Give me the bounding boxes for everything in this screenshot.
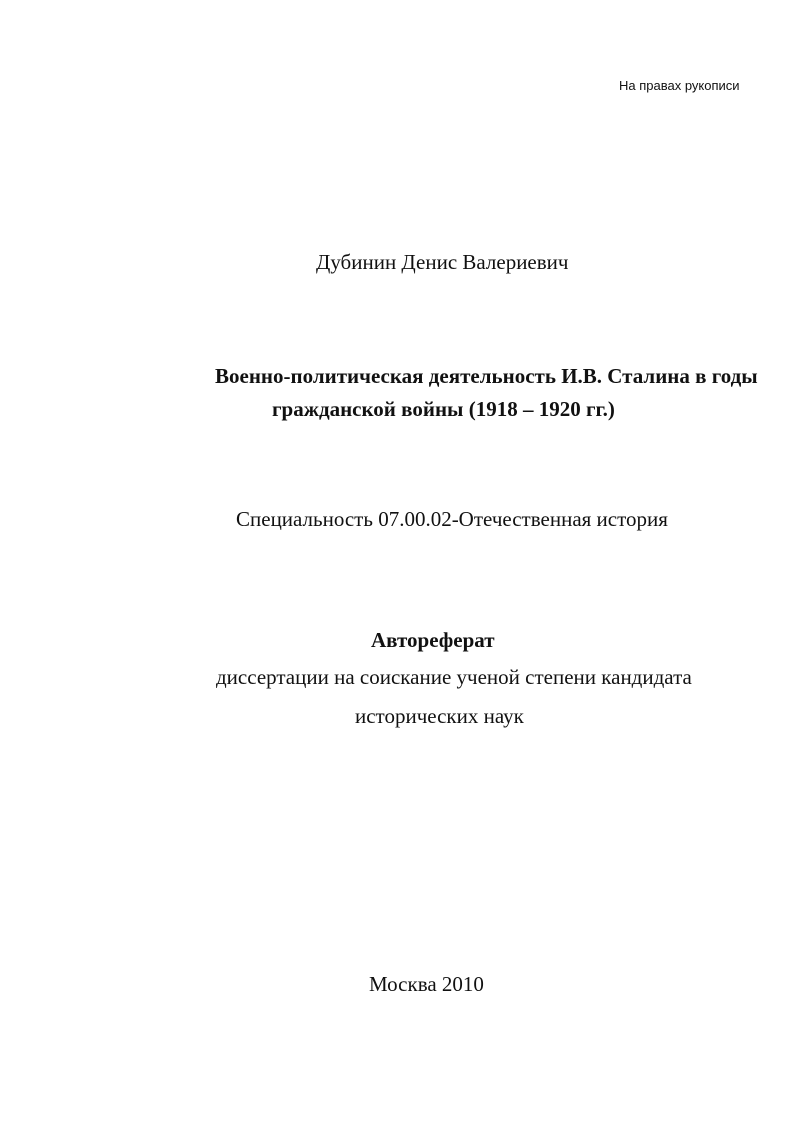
title-line-1: Военно-политическая деятельность И.В. Сталина в годы (215, 364, 758, 388)
rights-note: На правах рукописи (619, 78, 740, 93)
place-year: Москва 2010 (369, 972, 484, 996)
author-name: Дубинин Денис Валериевич (316, 250, 569, 274)
abstract-line-1: диссертации на соискание ученой степени кандидата (216, 665, 692, 689)
title-line-2: гражданской войны (1918 – 1920 гг.) (272, 397, 615, 421)
abstract-heading: Автореферат (371, 628, 495, 652)
specialty: Специальность 07.00.02-Отечественная история (236, 507, 668, 531)
abstract-line-2: исторических наук (355, 704, 524, 728)
